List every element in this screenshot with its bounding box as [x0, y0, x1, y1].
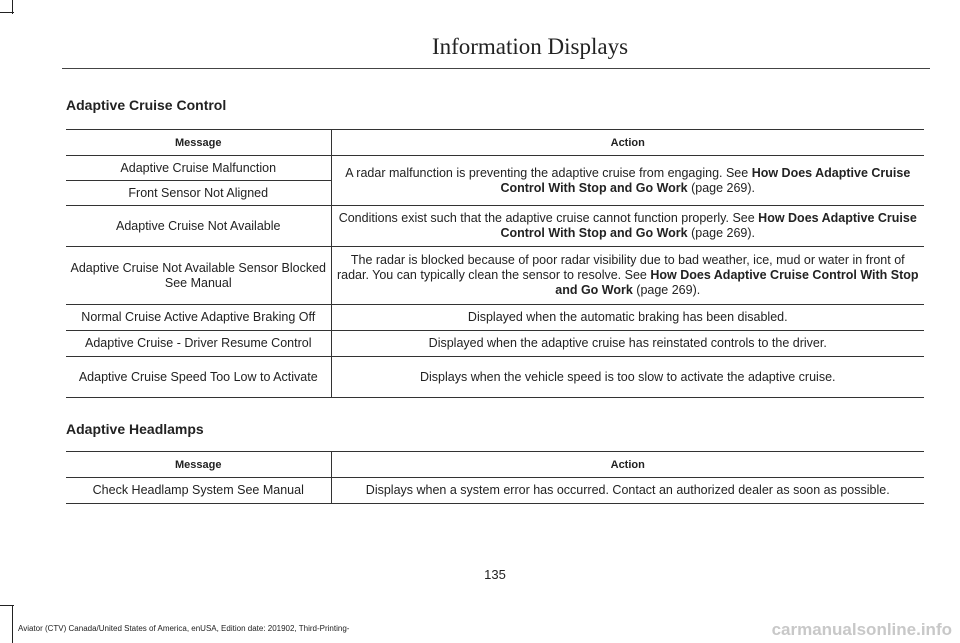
column-header-message: Message	[66, 130, 331, 156]
column-header-action: Action	[331, 452, 924, 478]
message-cell: Adaptive Cruise Speed Too Low to Activate	[66, 357, 331, 398]
header-rule	[62, 68, 930, 69]
message-cell: Normal Cruise Active Adaptive Braking Off	[66, 305, 331, 331]
page-reference: (page 269).	[632, 283, 701, 297]
action-cell	[331, 247, 924, 305]
message-cell: Check Headlamp System See Manual	[66, 478, 331, 504]
message-cell: Adaptive Cruise - Driver Resume Control	[66, 331, 331, 357]
action-cell	[331, 156, 924, 206]
page-reference: (page 269).	[687, 180, 756, 195]
message-cell: Front Sensor Not Aligned	[66, 181, 331, 206]
crop-mark	[12, 605, 13, 643]
action-text: The radar is blocked because of poor radar visibility due to bad weather, ice, mud or water in front of radar. You can typically clean the sensor to resolve. See	[336, 253, 905, 282]
adaptive-headlamps-table	[66, 451, 924, 504]
table-header-row	[66, 130, 924, 156]
page-reference: (page 269).	[687, 226, 756, 240]
message-cell: Adaptive Cruise Not Available Sensor Blocked See Manual	[66, 247, 331, 305]
column-header-message: Message	[66, 452, 331, 478]
cross-reference-link[interactable]: How Does Adaptive Cruise Control With Stop and Go Work	[555, 268, 919, 297]
action-text: Conditions exist such that the adaptive cruise cannot function properly. See	[338, 211, 759, 225]
message-cell: Adaptive Cruise Not Available	[66, 206, 331, 247]
crop-mark	[0, 12, 14, 13]
crop-mark	[0, 605, 14, 606]
cross-reference-link[interactable]: How Does Adaptive Cruise Control With Stop and Go Work	[500, 165, 911, 195]
table-row	[66, 305, 924, 331]
page-title: Information Displays	[431, 34, 629, 59]
table-header-row	[66, 452, 924, 478]
column-header-action: Action	[331, 130, 924, 156]
adaptive-cruise-control-table	[66, 129, 924, 398]
action-cell: Displays when the vehicle speed is too slow to activate the adaptive cruise.	[331, 357, 924, 398]
action-text: A radar malfunction is preventing the adaptive cruise from engaging. See	[345, 165, 752, 180]
table-row	[66, 206, 924, 247]
watermark: carmanualsonline.info	[771, 620, 952, 639]
action-cell: Displays when a system error has occurred. Contact an authorized dealer as soon as possible.	[331, 478, 924, 504]
section-heading-adaptive-cruise-control: Adaptive Cruise Control	[66, 97, 227, 113]
edition-footer: Aviator (CTV) Canada/United States of America, enUSA, Edition date: 201902, Third-Printing-	[18, 624, 350, 633]
table-row	[66, 478, 924, 504]
message-cell: Adaptive Cruise Malfunction	[66, 156, 331, 181]
section-heading-adaptive-headlamps: Adaptive Headlamps	[66, 421, 204, 437]
action-cell: Displayed when the adaptive cruise has reinstated controls to the driver.	[331, 331, 924, 357]
cross-reference-link[interactable]: How Does Adaptive Cruise Control With Stop and Go Work	[500, 211, 917, 240]
page-number: 135	[484, 567, 506, 582]
action-cell: Displayed when the automatic braking has been disabled.	[331, 305, 924, 331]
table-row	[66, 156, 924, 181]
table-row	[66, 357, 924, 398]
action-cell	[331, 206, 924, 247]
table-row	[66, 247, 924, 305]
table-row	[66, 331, 924, 357]
